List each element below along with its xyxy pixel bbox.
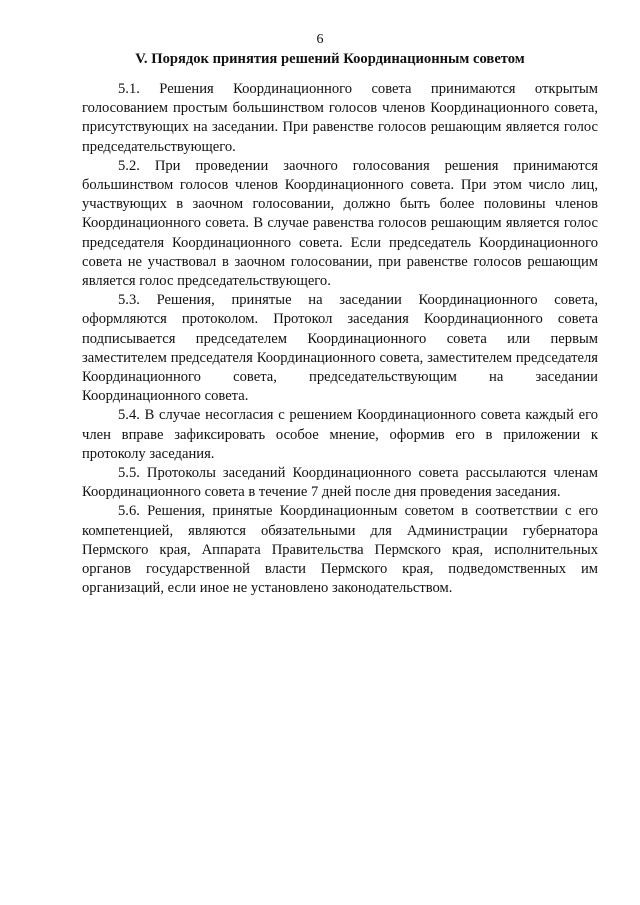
document-body [82,80,598,598]
paragraph-5-3: 5.3. Решения, принятые на заседании Координационного совета, оформляются протоколом. Протокол заседания Координационного совета подписывается председателем Координационного совета или первым заместителем председателя Координационного совета, заместителем председателя Координационного совета, председательствующим на заседании Координационного совета. [82,292,598,405]
page-number: 6 [316,32,324,47]
paragraph-5-2: 5.2. При проведении заочного голосования решения принимаются большинством голосов членов Координационного совета. При этом число лиц, участвующих в заочном голосовании, должно быть более половины членов Координационного совета. В случае равенства голосов решающим является голос председателя Координационного совета. Если председатель Координационного совета не участвовал в заочном голосовании, при равенстве голосов решающим является голос председательствующего. [82,157,598,290]
paragraph-5-4: 5.4. В случае несогласия с решением Координационного совета каждый его член вправе зафиксировать особое мнение, оформив его в приложении к протоколу заседания. [82,407,598,462]
section-title: V. Порядок принятия решений Координационным советом [135,51,525,67]
paragraph-5-6: 5.6. Решения, принятые Координационным советом в соответствии с его компетенцией, являются обязательными для Администрации губернатора Пермского края, Аппарата Правительства Пермского края, исполнительных органов государственной власти Пермского края, подведомственных им организаций, если иное не установлено законодательством. [82,503,598,597]
paragraph-5-1: 5.1. Решения Координационного совета принимаются открытым голосованием простым большинством голосов членов Координационного совета, присутствующих на заседании. При равенстве голосов решающим является голос председательствующего. [82,81,598,155]
paragraph-5-5: 5.5. Протоколы заседаний Координационного совета рассылаются членам Координационного совета в течение 7 дней после дня проведения заседания. [82,465,598,501]
